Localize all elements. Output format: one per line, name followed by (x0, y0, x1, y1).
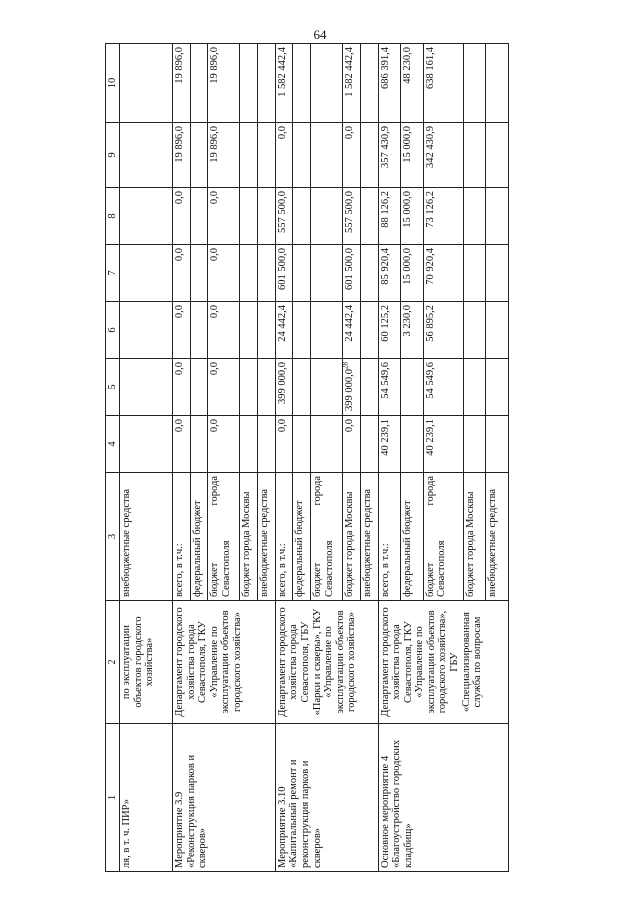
funding-source-cell: всего, в т.ч.: (378, 473, 401, 601)
funding-source-cell: внебюджетные средства (360, 473, 378, 601)
table-row (275, 44, 293, 872)
value-cell (258, 123, 276, 188)
value-cell: 0,0 (208, 245, 240, 302)
value-cell (463, 359, 486, 416)
source-word: города (312, 476, 324, 506)
value-cell: 70 920,4 (423, 245, 463, 302)
value-cell: 638 161,4 (423, 44, 463, 123)
value-cell: 557 500,0 (343, 188, 361, 245)
col-number: 4 (106, 416, 120, 473)
value-cell (190, 302, 208, 359)
value-cell (463, 245, 486, 302)
value-cell: 0,0 (208, 416, 240, 473)
source-word: бюджет (312, 562, 324, 597)
value-cell (293, 188, 311, 245)
value-cell (240, 302, 258, 359)
value-cell (486, 416, 509, 473)
value-cell (486, 359, 509, 416)
value-cell (293, 44, 311, 123)
value-cell (293, 359, 311, 416)
value-cell (311, 416, 343, 473)
funding-source-cell: федеральный бюджет (190, 473, 208, 601)
value-cell (293, 123, 311, 188)
funding-source-cell: всего, в т.ч.: (173, 473, 191, 601)
value-cell (311, 245, 343, 302)
funding-source-cell (423, 473, 463, 601)
value-cell (190, 416, 208, 473)
value-cell: 0,0 (343, 416, 361, 473)
value-cell (360, 123, 378, 188)
col-number: 2 (106, 601, 120, 724)
funding-source-cell: бюджет города Москвы (343, 473, 361, 601)
value-cell: 15 000,0 (401, 188, 424, 245)
source-word: Севастополя (436, 540, 448, 597)
value-cell: 40 239,1 (423, 416, 463, 473)
table-row (378, 44, 401, 872)
value-cell (240, 359, 258, 416)
value-cell: 19 896,0 (208, 44, 240, 123)
funding-source-cell: внебюджетные средства (486, 473, 509, 601)
column-number-row (106, 44, 120, 872)
value-cell: 19 896,0 (208, 123, 240, 188)
value-cell (360, 302, 378, 359)
value-cell: 3 230,0 (401, 302, 424, 359)
measure-name-cell: Основное мероприятие 4 «Благоустройство городских кладбищ» (378, 724, 509, 872)
col-number: 3 (106, 473, 120, 601)
value-cell (258, 188, 276, 245)
value-cell: 0,0 (343, 123, 361, 188)
value-cell (401, 359, 424, 416)
value-cell (293, 302, 311, 359)
page-number: 64 (313, 27, 327, 42)
value-cell (311, 123, 343, 188)
value-cell (240, 123, 258, 188)
measure-name-cell: Мероприятие 3.10 «Капитальный ремонт и реконструкция парков и скверов» (275, 724, 378, 872)
value-cell (240, 44, 258, 123)
funding-source-cell (311, 473, 343, 601)
value-cell (293, 245, 311, 302)
value-cell (311, 302, 343, 359)
funding-source-cell: внебюджетные средства (258, 473, 276, 601)
value-cell (190, 188, 208, 245)
value-cell: 0,0 (275, 123, 293, 188)
value-cell: 15 000,0 (401, 123, 424, 188)
value-cell (311, 44, 343, 123)
value-cell: 24 442,4 (275, 302, 293, 359)
col-number: 6 (106, 302, 120, 359)
value-cell (463, 44, 486, 123)
value-cell (360, 245, 378, 302)
source-word: Севастополя (221, 540, 233, 597)
funding-source-cell (208, 473, 240, 601)
col-number: 7 (106, 245, 120, 302)
source-word: Севастополя (323, 540, 335, 597)
value-cell (463, 123, 486, 188)
executor-cell: по эксплуатации объектов городского хозяйства» (120, 601, 173, 724)
measure-name-cell: Мероприятие 3.9 «Реконструкция парков и скверов» (173, 724, 276, 872)
value-cell: 686 391,4 (378, 44, 401, 123)
value-cell: 0,0 (173, 302, 191, 359)
value-cell: 1 582 442,4 (275, 44, 293, 123)
col-number: 1 (106, 724, 120, 872)
value-cell (311, 188, 343, 245)
value-cell (240, 416, 258, 473)
footnote-marker: 28 (341, 362, 350, 369)
value-cell: 0,0 (208, 302, 240, 359)
value-cell (486, 44, 509, 123)
value-cell (293, 416, 311, 473)
funding-source-cell: федеральный бюджет (293, 473, 311, 601)
value-cell: 40 239,1 (378, 416, 401, 473)
value-cell (258, 302, 276, 359)
value-cell: 0,0 (173, 359, 191, 416)
value-cell (486, 245, 509, 302)
value-cell (486, 302, 509, 359)
value-cell (463, 302, 486, 359)
value-cell (360, 359, 378, 416)
value-cell: 56 895,2 (423, 302, 463, 359)
value-cell: 60 125,2 (378, 302, 401, 359)
value-cell (258, 359, 276, 416)
value-cell (240, 188, 258, 245)
executor-cell: Департамент городского хозяйства города Севастополя, ГБУ «Парки и скверы», ГКУ «Управление по эксплуатации объектов городского хозяйства» (275, 601, 378, 724)
value-cell (258, 416, 276, 473)
value-cell (486, 123, 509, 188)
value-cell (486, 188, 509, 245)
value-cell: 54 549,6 (423, 359, 463, 416)
col-number: 10 (106, 44, 120, 123)
value-cell: 24 442,4 (343, 302, 361, 359)
value-cell (258, 44, 276, 123)
value-cell: 0,0 (208, 359, 240, 416)
value-cell (240, 245, 258, 302)
value-cell (360, 44, 378, 123)
value-cell: 88 126,2 (378, 188, 401, 245)
value-cell (190, 44, 208, 123)
value-cell: 73 126,2 (423, 188, 463, 245)
executor-cell: Департамент городского хозяйства города Севастополя, ГКУ «Управление по эксплуатации объектов городского хозяйства» (173, 601, 276, 724)
funding-source-cell: бюджет города Москвы (463, 473, 486, 601)
value-cell (190, 245, 208, 302)
value-cell: 601 500,0 (275, 245, 293, 302)
value-cell: 557 500,0 (275, 188, 293, 245)
value-cell (360, 416, 378, 473)
funding-source-cell: всего, в т.ч.: (275, 473, 293, 601)
col-number: 5 (106, 359, 120, 416)
value-cell: 342 430,9 (423, 123, 463, 188)
value-cell (190, 359, 208, 416)
value-cell: 19 896,0 (173, 123, 191, 188)
funding-source-cell: бюджет города Москвы (240, 473, 258, 601)
value-cell: 85 920,4 (378, 245, 401, 302)
value-cell (463, 188, 486, 245)
executor-cell: Департамент городского хозяйства города Севастополя, ГКУ «Управление по эксплуатации объектов городского хозяйства», ГБУ «Специализированная служба по вопросам (378, 601, 509, 724)
budget-table (105, 43, 509, 872)
rotated-table-wrapper (105, 44, 509, 872)
value-cell (258, 245, 276, 302)
value-cell: 48 230,0 (401, 44, 424, 123)
value-cell (463, 416, 486, 473)
value-cell (343, 359, 361, 416)
value-cell: 15 000,0 (401, 245, 424, 302)
table-row (120, 44, 173, 872)
source-word: бюджет (209, 562, 221, 597)
value-cell: 601 500,0 (343, 245, 361, 302)
value-cell (311, 359, 343, 416)
table-row (173, 44, 191, 872)
value-cell (401, 416, 424, 473)
value-cell: 54 549,6 (378, 359, 401, 416)
source-word: города (424, 476, 436, 506)
value-cell: 0,0 (173, 416, 191, 473)
col-number: 8 (106, 188, 120, 245)
value-cell: 399 000,0 (275, 359, 293, 416)
value-cell: 1 582 442,4 (343, 44, 361, 123)
value-cell: 0,0 (275, 416, 293, 473)
value-cell: 0,0 (173, 245, 191, 302)
funding-source-cell: федеральный бюджет (401, 473, 424, 601)
value-cell: 0,0 (173, 188, 191, 245)
source-word: города (209, 476, 221, 506)
value-cell: 357 430,9 (378, 123, 401, 188)
value-cell: 0,0 (208, 188, 240, 245)
funding-source-cell: внебюджетные средства (120, 473, 173, 601)
col-number: 9 (106, 123, 120, 188)
value-cell (360, 188, 378, 245)
value-text: 399 000,0 (344, 369, 356, 411)
value-cell (190, 123, 208, 188)
source-word: бюджет (424, 562, 436, 597)
measure-name-cell: ля, в т. ч. ПИР» (120, 724, 173, 872)
value-cell: 19 896,0 (173, 44, 191, 123)
